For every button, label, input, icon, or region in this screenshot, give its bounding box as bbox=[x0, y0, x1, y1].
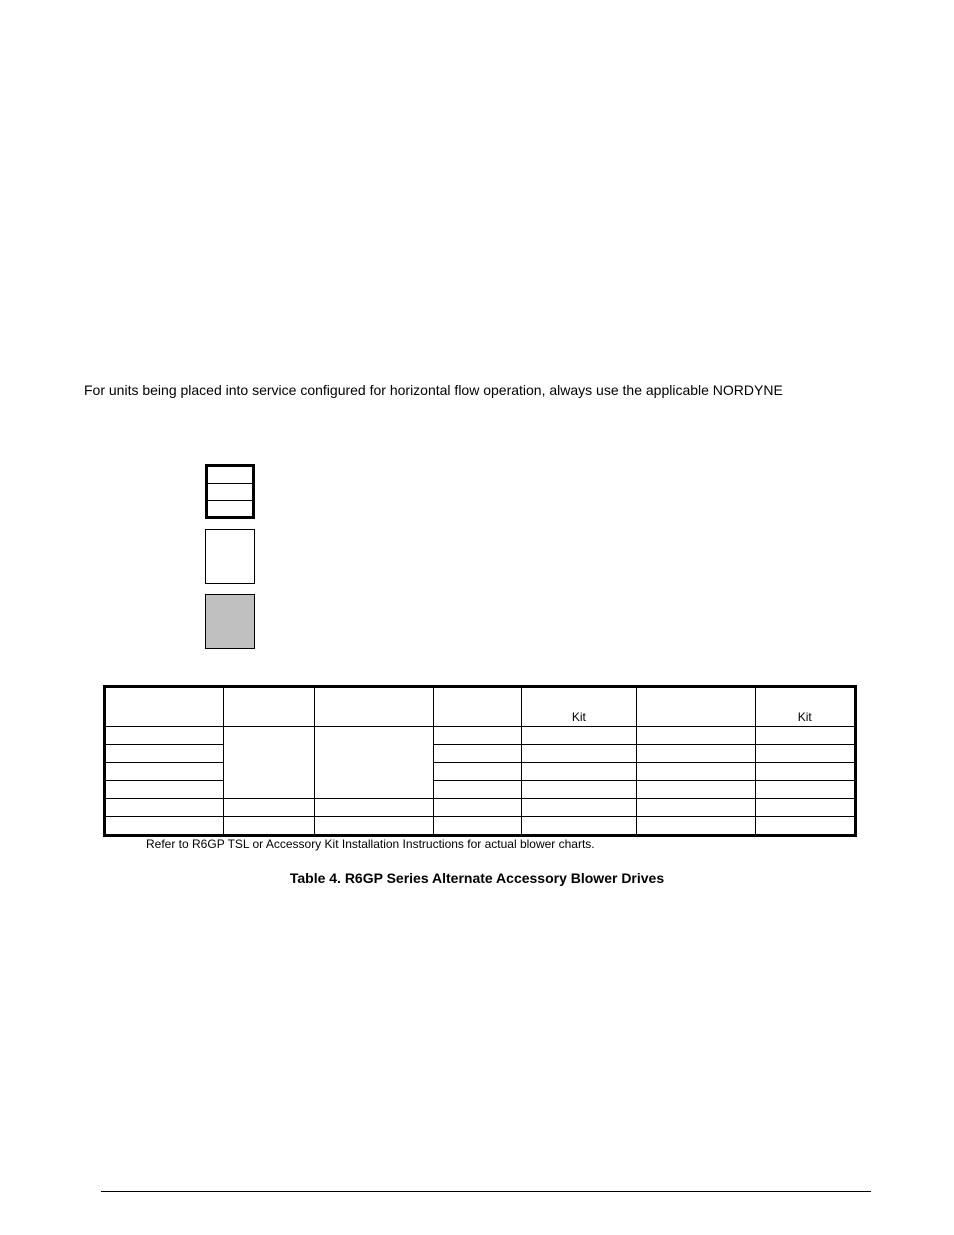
table-cell bbox=[434, 763, 521, 781]
table-header-cell: Kit bbox=[755, 687, 855, 727]
table-cell bbox=[637, 763, 755, 781]
table-header-cell bbox=[105, 687, 224, 727]
table-cell bbox=[434, 817, 521, 836]
table-header-row bbox=[105, 687, 856, 727]
table-row bbox=[105, 781, 856, 799]
legend-grid-box bbox=[205, 464, 255, 519]
table-row bbox=[105, 799, 856, 817]
table-cell bbox=[637, 745, 755, 763]
table-cell bbox=[434, 745, 521, 763]
legend-grid-line bbox=[208, 500, 252, 501]
table-cell bbox=[105, 763, 224, 781]
table-cell bbox=[637, 799, 755, 817]
table-cell bbox=[434, 727, 521, 745]
table-cell bbox=[105, 799, 224, 817]
legend-white-box bbox=[205, 529, 255, 584]
blower-drives-table bbox=[103, 685, 857, 837]
table-cell bbox=[637, 781, 755, 799]
table-cell bbox=[434, 781, 521, 799]
table-caption: Table 4. R6GP Series Alternate Accessory Blower Drives bbox=[289, 870, 665, 886]
table-cell bbox=[637, 727, 755, 745]
table-cell bbox=[755, 817, 855, 836]
table-cell bbox=[521, 781, 636, 799]
table-cell bbox=[521, 745, 636, 763]
table-header-cell: Kit bbox=[521, 687, 636, 727]
table-row bbox=[105, 817, 856, 836]
table-header-cell bbox=[637, 687, 755, 727]
table-cell bbox=[755, 763, 855, 781]
table-cell bbox=[224, 817, 314, 836]
table-cell bbox=[637, 817, 755, 836]
table-cell bbox=[755, 727, 855, 745]
table-cell bbox=[224, 799, 314, 817]
table-cell bbox=[314, 799, 433, 817]
table-cell bbox=[755, 799, 855, 817]
table-row bbox=[105, 763, 856, 781]
legend-grid-line bbox=[208, 483, 252, 484]
table-row bbox=[105, 745, 856, 763]
table-row bbox=[105, 727, 856, 745]
footer-divider bbox=[101, 1191, 871, 1192]
table-cell bbox=[521, 727, 636, 745]
table-cell bbox=[105, 817, 224, 836]
table-merged-cell bbox=[314, 727, 433, 799]
table-cell bbox=[105, 781, 224, 799]
table-cell bbox=[521, 763, 636, 781]
table-header-cell bbox=[314, 687, 433, 727]
table-merged-cell bbox=[224, 727, 314, 799]
legend-gray-box bbox=[205, 594, 255, 649]
table-cell bbox=[105, 727, 224, 745]
table-footnote: Refer to R6GP TSL or Accessory Kit Installation Instructions for actual blower charts. bbox=[146, 837, 595, 851]
table-header-cell bbox=[434, 687, 521, 727]
intro-paragraph: For units being placed into service configured for horizontal flow operation, always use the applicable NORDYNE bbox=[84, 382, 783, 398]
table-cell bbox=[755, 745, 855, 763]
table-cell bbox=[434, 799, 521, 817]
table-cell bbox=[521, 799, 636, 817]
table-cell bbox=[105, 745, 224, 763]
table-header-cell bbox=[224, 687, 314, 727]
table-cell bbox=[314, 817, 433, 836]
table-cell bbox=[755, 781, 855, 799]
table-cell bbox=[521, 817, 636, 836]
